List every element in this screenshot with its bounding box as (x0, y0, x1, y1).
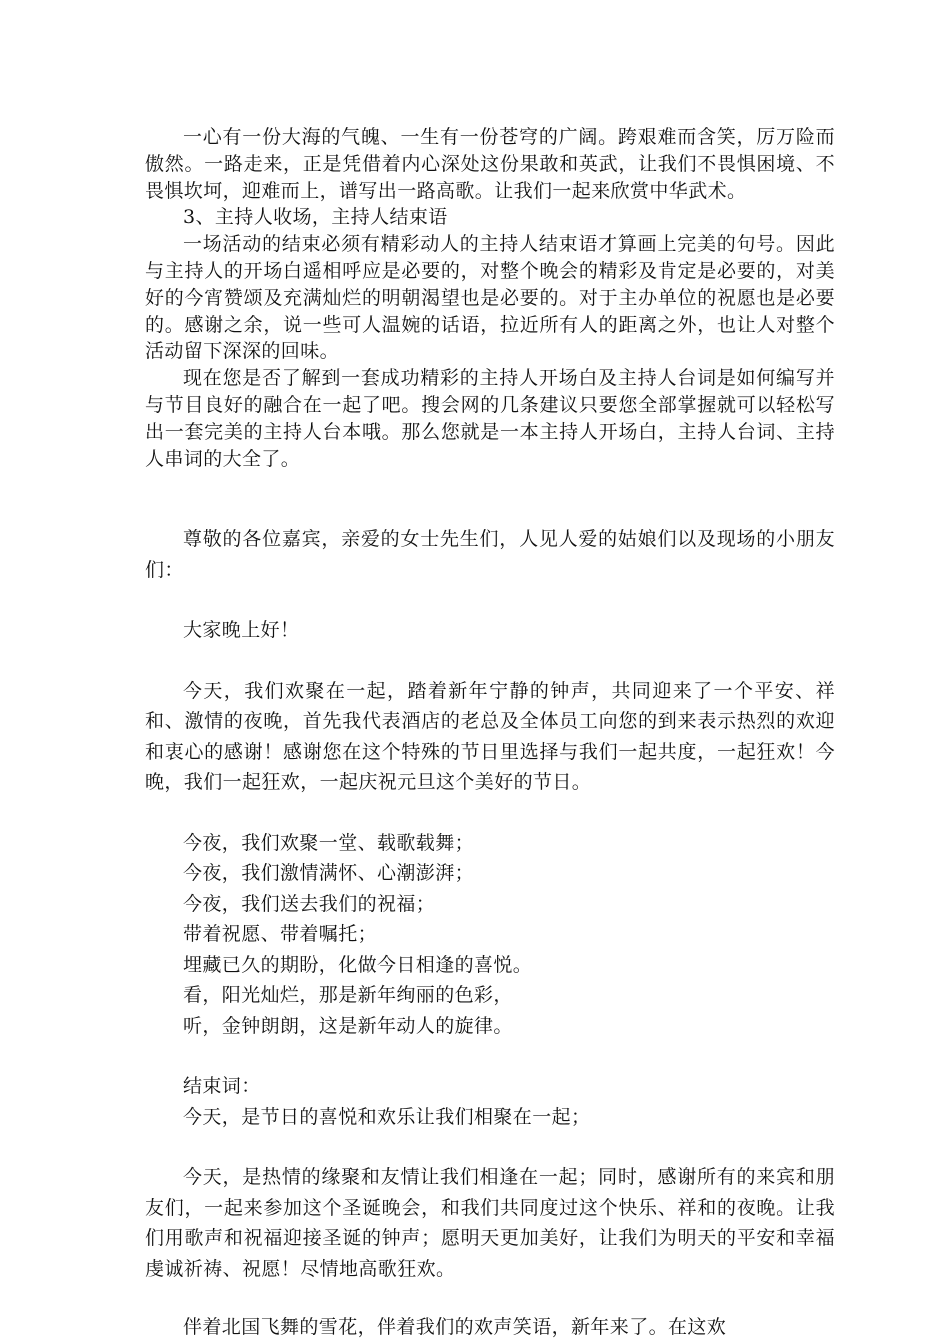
closing-label: 结束词： (183, 1075, 261, 1097)
paragraph-hello: 大家晚上好！ (183, 619, 300, 641)
poem-line: 看，阳光灿烂，那是新年绚丽的色彩， (183, 984, 513, 1006)
paragraph-last: 伴着北国飞舞的雪花，伴着我们的欢声笑语，新年来了。在这欢 (183, 1316, 727, 1338)
poem-line: 带着祝愿、带着嘱托； (183, 923, 378, 945)
paragraph-summary: 现在您是否了解到一套成功精彩的主持人开场白及主持人台词是如何编写并与节目良好的融合在一起了吧。搜会网的几条建议只要您全部掌握就可以轻松写出一套完美的主持人台本哦。那么您就是一本主持人开场白，主持人台词、主持人串词的大全了。 (145, 367, 835, 470)
poem-block (145, 828, 835, 1042)
paragraph-today: 今天，我们欢聚在一起，踏着新年宁静的钟声，共同迎来了一个平安、祥和、激情的夜晚，首先我代表酒店的老总及全体员工向您的到来表示热烈的欢迎和衷心的感谢！感谢您在这个特殊的节日里选择与我们一起共度，一起狂欢！今晚，我们一起狂欢，一起庆祝元旦这个美好的节日。 (145, 679, 835, 793)
poem-line: 听，金钟朗朗，这是新年动人的旋律。 (183, 1014, 513, 1037)
section-heading-closing: 3、主持人收场，主持人结束语 (183, 206, 448, 229)
closing-line: 今天，是节日的喜悦和欢乐让我们相聚在一起； (183, 1105, 591, 1128)
paragraph-martial-arts-intro: 一心有一份大海的气魄、一生有一份苍穹的广阔。跨艰难而含笑，厉万险而傲然。一路走来，正是凭借着内心深处这份果敢和英武，让我们不畏惧困境、不畏惧坎坷，迎难而上，谱写出一路高歌。让我们一起来欣赏中华武术。 (145, 126, 835, 202)
paragraph-closing-advice: 一场活动的结束必须有精彩动人的主持人结束语才算画上完美的句号。因此与主持人的开场白遥相呼应是必要的，对整个晚会的精彩及肯定是必要的，对美好的今宵赞颂及充满灿烂的明朝渴望也是必要的。对于主办单位的祝愿也是必要的。感谢之余，说一些可人温婉的话语，拉近所有人的距离之外，也让人对整个活动留下深深的回味。 (145, 233, 835, 363)
paragraph-greeting: 尊敬的各位嘉宾，亲爱的女士先生们，人见人爱的姑娘们以及现场的小朋友们： (145, 528, 835, 581)
section-new-year-script (145, 524, 835, 1343)
section-host-guide (145, 124, 835, 472)
poem-line: 今夜，我们激情满怀、心潮澎湃； (183, 862, 475, 884)
poem-line: 埋藏已久的期盼，化做今日相逢的喜悦。 (183, 953, 533, 976)
poem-line: 今夜，我们送去我们的祝福； (183, 892, 436, 915)
poem-line: 今夜，我们欢聚一堂、载歌载舞； (183, 831, 475, 854)
paragraph-closing: 今天，是热情的缘聚和友情让我们相逢在一起；同时，感谢所有的来宾和朋友们，一起来参加这个圣诞晚会，和我们共同度过这个快乐、祥和的夜晚。让我们用歌声和祝福迎接圣诞的钟声；愿明天更加美好，让我们为明天的平安和幸福虔诚祈祷、祝愿！尽情地高歌狂欢。 (145, 1166, 835, 1280)
